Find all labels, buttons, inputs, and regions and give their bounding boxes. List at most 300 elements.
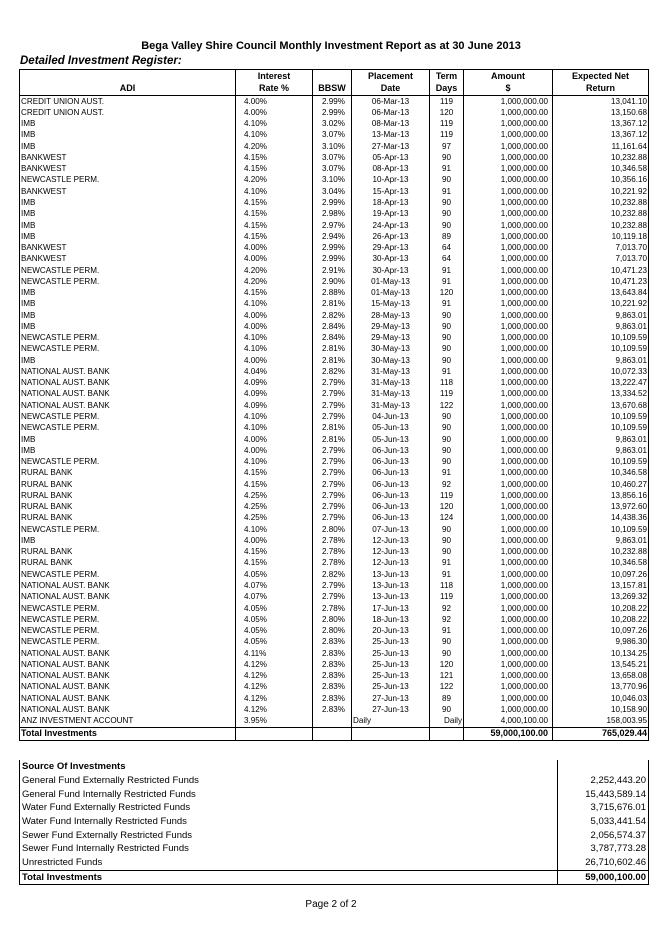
rate-cell: 4.10% [236,333,313,344]
return-cell: 10,232.88 [553,209,649,220]
date-cell: 13-Jun-13 [352,569,430,580]
rate-cell: 4.07% [236,592,313,603]
rate-cell: 4.09% [236,400,313,411]
amount-cell: 1,000,000.00 [464,490,553,501]
adi-cell: NEWCASTLE PERM. [20,524,236,535]
date-cell: 25-Jun-13 [352,659,430,670]
bbsw-cell: 2.83% [313,637,352,648]
term-cell: 90 [430,535,464,546]
term-cell: Daily [430,716,464,728]
amount-cell: 1,000,000.00 [464,592,553,603]
return-cell: 9,863.01 [553,321,649,332]
source-label: Sewer Fund Externally Restricted Funds [20,828,558,842]
rate-cell: 3.95% [236,716,313,728]
adi-cell: IMB [20,445,236,456]
bbsw-cell: 2.83% [313,648,352,659]
adi-cell: IMB [20,119,236,130]
table-row [20,603,649,614]
bbsw-cell: 2.78% [313,603,352,614]
adi-cell: NEWCASTLE PERM. [20,411,236,422]
return-cell: 7,013.70 [553,242,649,253]
date-cell: 10-Apr-13 [352,175,430,186]
adi-cell: RURAL BANK [20,547,236,558]
bbsw-cell: 2.81% [313,423,352,434]
adi-cell: NATIONAL AUST. BANK [20,693,236,704]
date-cell: 30-May-13 [352,344,430,355]
adi-cell: NATIONAL AUST. BANK [20,648,236,659]
date-cell: 05-Jun-13 [352,423,430,434]
return-cell: 10,232.88 [553,152,649,163]
adi-cell: NATIONAL AUST. BANK [20,389,236,400]
header-bbsw: BBSW [313,83,352,96]
term-cell: 119 [430,592,464,603]
return-cell: 9,863.01 [553,445,649,456]
header-amount-top: Amount [464,70,553,83]
term-cell: 90 [430,637,464,648]
bbsw-cell: 2.79% [313,445,352,456]
total-blank-date [352,727,430,740]
amount-cell: 1,000,000.00 [464,524,553,535]
source-total-row [20,870,649,885]
rate-cell: 4.05% [236,603,313,614]
term-cell: 90 [430,524,464,535]
term-cell: 97 [430,141,464,152]
term-cell: 91 [430,276,464,287]
bbsw-cell: 2.99% [313,197,352,208]
adi-cell: NATIONAL AUST. BANK [20,671,236,682]
table-row [20,558,649,569]
return-cell: 10,221.92 [553,186,649,197]
table-row [20,366,649,377]
return-cell: 10,097.26 [553,569,649,580]
amount-cell: 1,000,000.00 [464,130,553,141]
bbsw-cell: 2.83% [313,693,352,704]
source-value: 26,710,602.46 [558,856,649,870]
term-cell: 91 [430,265,464,276]
rate-cell: 4.05% [236,637,313,648]
source-row [20,856,649,870]
table-row [20,175,649,186]
amount-cell: 1,000,000.00 [464,434,553,445]
table-row [20,299,649,310]
table-row [20,490,649,501]
term-cell: 119 [430,389,464,400]
return-cell: 10,158.90 [553,704,649,715]
rate-cell: 4.15% [236,152,313,163]
adi-cell: RURAL BANK [20,479,236,490]
return-cell: 9,863.01 [553,355,649,366]
rate-cell: 4.25% [236,490,313,501]
date-cell: 29-May-13 [352,321,430,332]
amount-cell: 1,000,000.00 [464,378,553,389]
rate-cell: 4.15% [236,468,313,479]
table-row [20,479,649,490]
bbsw-cell: 2.81% [313,344,352,355]
rate-cell: 4.20% [236,175,313,186]
return-cell: 13,545.21 [553,659,649,670]
bbsw-cell: 2.97% [313,220,352,231]
date-cell: 31-May-13 [352,366,430,377]
table-row [20,682,649,693]
return-cell: 7,013.70 [553,254,649,265]
bbsw-cell: 2.83% [313,682,352,693]
adi-cell: NATIONAL AUST. BANK [20,580,236,591]
table-row [20,704,649,715]
amount-cell: 1,000,000.00 [464,254,553,265]
source-row [20,815,649,829]
amount-cell: 1,000,000.00 [464,310,553,321]
return-cell: 10,232.88 [553,197,649,208]
date-cell: 30-Apr-13 [352,265,430,276]
term-cell: 92 [430,479,464,490]
term-cell: 90 [430,175,464,186]
amount-cell: 1,000,000.00 [464,321,553,332]
term-cell: 90 [430,209,464,220]
return-cell: 10,109.59 [553,344,649,355]
date-cell: 24-Apr-13 [352,220,430,231]
table-row [20,107,649,118]
bbsw-cell: 2.80% [313,524,352,535]
source-heading-blank [558,760,649,774]
amount-cell: 1,000,000.00 [464,220,553,231]
term-cell: 90 [430,547,464,558]
rate-cell: 4.15% [236,231,313,242]
term-cell: 120 [430,107,464,118]
rate-cell: 4.10% [236,423,313,434]
term-cell: 91 [430,366,464,377]
date-cell: 06-Jun-13 [352,513,430,524]
adi-cell: NEWCASTLE PERM. [20,344,236,355]
source-value: 3,715,676.01 [558,801,649,815]
source-label: General Fund Internally Restricted Funds [20,787,558,801]
total-label: Total Investments [20,727,236,740]
date-cell: 06-Jun-13 [352,468,430,479]
table-row [20,96,649,108]
source-label: Unrestricted Funds [20,856,558,870]
header-adi-blank [20,70,236,83]
rate-cell: 4.15% [236,558,313,569]
adi-cell: NEWCASTLE PERM. [20,569,236,580]
return-cell: 13,670.68 [553,400,649,411]
rate-cell: 4.09% [236,389,313,400]
term-cell: 90 [430,220,464,231]
adi-cell: NEWCASTLE PERM. [20,603,236,614]
header-row-1 [20,70,649,83]
header-term-top: Term [430,70,464,83]
header-date-bottom: Date [352,83,430,96]
date-cell: 05-Jun-13 [352,434,430,445]
amount-cell: 4,000,100.00 [464,716,553,728]
date-cell: 29-Apr-13 [352,242,430,253]
total-return: 765,029.44 [553,727,649,740]
table-row [20,254,649,265]
rate-cell: 4.00% [236,445,313,456]
header-return-top: Expected Net [553,70,649,83]
term-cell: 92 [430,614,464,625]
term-cell: 64 [430,242,464,253]
term-cell: 64 [430,254,464,265]
term-cell: 119 [430,96,464,108]
source-of-investments-table [19,760,649,885]
date-cell: 04-Jun-13 [352,411,430,422]
rate-cell: 4.00% [236,310,313,321]
amount-cell: 1,000,000.00 [464,637,553,648]
table-row [20,592,649,603]
amount-cell: 1,000,000.00 [464,411,553,422]
term-cell: 91 [430,164,464,175]
table-row [20,265,649,276]
bbsw-cell: 2.79% [313,411,352,422]
header-row-2 [20,83,649,96]
term-cell: 91 [430,299,464,310]
source-label: General Fund Externally Restricted Funds [20,774,558,788]
table-row [20,614,649,625]
total-blank-bbsw [313,727,352,740]
adi-cell: NATIONAL AUST. BANK [20,704,236,715]
amount-cell: 1,000,000.00 [464,186,553,197]
date-cell: 13-Jun-13 [352,580,430,591]
table-row [20,513,649,524]
table-row [20,468,649,479]
return-cell: 13,222.47 [553,378,649,389]
return-cell: 10,046.03 [553,693,649,704]
rate-cell: 4.00% [236,254,313,265]
adi-cell: NEWCASTLE PERM. [20,625,236,636]
return-cell: 13,367.12 [553,130,649,141]
adi-cell: IMB [20,355,236,366]
adi-cell: BANKWEST [20,164,236,175]
amount-cell: 1,000,000.00 [464,231,553,242]
return-cell: 13,658.08 [553,671,649,682]
term-cell: 119 [430,130,464,141]
bbsw-cell: 2.81% [313,434,352,445]
adi-cell: NEWCASTLE PERM. [20,175,236,186]
return-cell: 10,346.58 [553,468,649,479]
return-cell: 10,208.22 [553,603,649,614]
adi-cell: IMB [20,231,236,242]
amount-cell: 1,000,000.00 [464,569,553,580]
term-cell: 90 [430,344,464,355]
return-cell: 158,003.95 [553,716,649,728]
rate-cell: 4.15% [236,479,313,490]
amount-cell: 1,000,000.00 [464,625,553,636]
table-row [20,716,649,728]
rate-cell: 4.10% [236,119,313,130]
bbsw-cell: 3.10% [313,141,352,152]
rate-cell: 4.05% [236,569,313,580]
total-amount: 59,000,100.00 [464,727,553,740]
rate-cell: 4.05% [236,625,313,636]
return-cell: 10,232.88 [553,547,649,558]
source-value: 15,443,589.14 [558,787,649,801]
bbsw-cell: 2.79% [313,479,352,490]
date-cell: 05-Apr-13 [352,152,430,163]
return-cell: 10,109.59 [553,411,649,422]
bbsw-cell: 2.88% [313,288,352,299]
table-row [20,152,649,163]
adi-cell: IMB [20,220,236,231]
report-title: Bega Valley Shire Council Monthly Investment Report as at 30 June 2013 [141,40,521,52]
return-cell: 10,346.58 [553,558,649,569]
adi-cell: IMB [20,288,236,299]
date-cell: 20-Jun-13 [352,625,430,636]
table-row [20,141,649,152]
date-cell: 25-Jun-13 [352,671,430,682]
rate-cell: 4.10% [236,130,313,141]
term-cell: 90 [430,152,464,163]
date-cell: 15-May-13 [352,299,430,310]
bbsw-cell: 2.82% [313,569,352,580]
rate-cell: 4.12% [236,693,313,704]
return-cell: 10,109.59 [553,333,649,344]
header-rate-bottom: Rate % [236,83,313,96]
amount-cell: 1,000,000.00 [464,265,553,276]
table-row [20,625,649,636]
rate-cell: 4.15% [236,288,313,299]
date-cell: 29-May-13 [352,333,430,344]
bbsw-cell: 2.79% [313,580,352,591]
table-row [20,164,649,175]
amount-cell: 1,000,000.00 [464,152,553,163]
source-value: 2,056,574.37 [558,828,649,842]
amount-cell: 1,000,000.00 [464,389,553,400]
rate-cell: 4.00% [236,107,313,118]
adi-cell: BANKWEST [20,152,236,163]
bbsw-cell: 2.79% [313,502,352,513]
amount-cell: 1,000,000.00 [464,535,553,546]
amount-cell: 1,000,000.00 [464,119,553,130]
rate-cell: 4.12% [236,682,313,693]
table-row [20,547,649,558]
total-investments-row [20,727,649,740]
amount-cell: 1,000,000.00 [464,344,553,355]
adi-cell: RURAL BANK [20,490,236,501]
term-cell: 118 [430,378,464,389]
header-bbsw-blank [313,70,352,83]
bbsw-cell: 3.02% [313,119,352,130]
table-row [20,434,649,445]
return-cell: 9,863.01 [553,434,649,445]
adi-cell: CREDIT UNION AUST. [20,96,236,108]
source-row [20,787,649,801]
rate-cell: 4.10% [236,457,313,468]
table-row [20,411,649,422]
term-cell: 91 [430,468,464,479]
adi-cell: IMB [20,434,236,445]
return-cell: 11,161.64 [553,141,649,152]
adi-cell: NEWCASTLE PERM. [20,265,236,276]
amount-cell: 1,000,000.00 [464,276,553,287]
rate-cell: 4.15% [236,209,313,220]
bbsw-cell: 2.98% [313,209,352,220]
rate-cell: 4.00% [236,321,313,332]
table-row [20,524,649,535]
date-cell: 25-Jun-13 [352,637,430,648]
adi-cell: IMB [20,141,236,152]
date-cell: 25-Jun-13 [352,648,430,659]
adi-cell: IMB [20,310,236,321]
bbsw-cell: 3.07% [313,164,352,175]
rate-cell: 4.00% [236,535,313,546]
header-return-bottom: Return [553,83,649,96]
rate-cell: 4.20% [236,276,313,287]
term-cell: 120 [430,502,464,513]
amount-cell: 1,000,000.00 [464,209,553,220]
table-row [20,344,649,355]
rate-cell: 4.07% [236,580,313,591]
bbsw-cell: 2.90% [313,276,352,287]
bbsw-cell: 2.91% [313,265,352,276]
date-cell: 06-Mar-13 [352,107,430,118]
table-row [20,220,649,231]
adi-cell: IMB [20,535,236,546]
bbsw-cell: 2.81% [313,299,352,310]
return-cell: 13,643.84 [553,288,649,299]
source-label: Water Fund Externally Restricted Funds [20,801,558,815]
amount-cell: 1,000,000.00 [464,423,553,434]
return-cell: 13,334.52 [553,389,649,400]
table-row [20,671,649,682]
date-cell: 08-Apr-13 [352,164,430,175]
source-row [20,801,649,815]
table-row [20,693,649,704]
return-cell: 13,856.16 [553,490,649,501]
date-cell: 25-Jun-13 [352,682,430,693]
adi-cell: NATIONAL AUST. BANK [20,378,236,389]
term-cell: 90 [430,434,464,445]
amount-cell: 1,000,000.00 [464,603,553,614]
bbsw-cell: 2.83% [313,704,352,715]
date-cell: 01-May-13 [352,288,430,299]
amount-cell: 1,000,000.00 [464,107,553,118]
term-cell: 119 [430,490,464,501]
rate-cell: 4.05% [236,614,313,625]
date-cell: Daily [352,716,430,728]
rate-cell: 4.20% [236,141,313,152]
amount-cell: 1,000,000.00 [464,457,553,468]
bbsw-cell: 2.99% [313,107,352,118]
date-cell: 27-Jun-13 [352,693,430,704]
date-cell: 12-Jun-13 [352,547,430,558]
amount-cell: 1,000,000.00 [464,299,553,310]
date-cell: 31-May-13 [352,400,430,411]
amount-cell: 1,000,000.00 [464,141,553,152]
bbsw-cell: 2.78% [313,558,352,569]
adi-cell: CREDIT UNION AUST. [20,107,236,118]
table-row [20,457,649,468]
return-cell: 10,346.58 [553,164,649,175]
amount-cell: 1,000,000.00 [464,682,553,693]
bbsw-cell: 2.99% [313,242,352,253]
bbsw-cell: 2.79% [313,457,352,468]
total-blank-rate [236,727,313,740]
table-row [20,378,649,389]
adi-cell: NATIONAL AUST. BANK [20,366,236,377]
term-cell: 90 [430,648,464,659]
source-total-value: 59,000,100.00 [558,870,649,885]
rate-cell: 4.15% [236,220,313,231]
rate-cell: 4.12% [236,704,313,715]
bbsw-cell: 2.79% [313,400,352,411]
return-cell: 10,119.18 [553,231,649,242]
bbsw-cell: 2.79% [313,513,352,524]
term-cell: 90 [430,355,464,366]
amount-cell: 1,000,000.00 [464,513,553,524]
rate-cell: 4.10% [236,411,313,422]
table-row [20,535,649,546]
date-cell: 27-Jun-13 [352,704,430,715]
term-cell: 124 [430,513,464,524]
